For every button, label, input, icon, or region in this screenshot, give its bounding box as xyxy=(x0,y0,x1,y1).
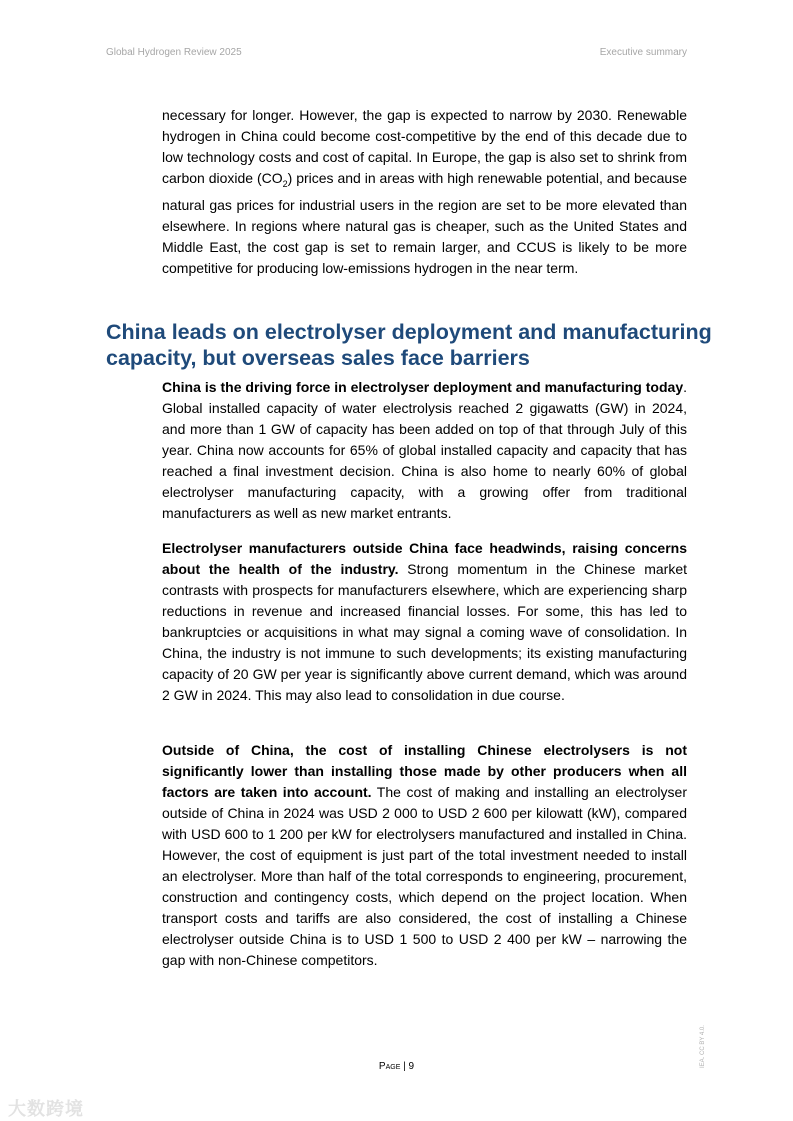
paragraph-installation-cost xyxy=(162,740,687,971)
section-heading: China leads on electrolyser deployment and manufacturing capacity, but overseas sales face barriers xyxy=(106,320,712,370)
paragraph-lead: China is the driving force in electrolyser deployment and manufacturing today xyxy=(162,379,684,395)
header-section-name: Executive summary xyxy=(599,47,687,58)
paragraph-lead: Electrolyser manufacturers outside China face headwinds, raising concerns about the health of the industry. xyxy=(162,540,687,577)
page-number: 9 xyxy=(408,1061,415,1072)
paragraph-lead: Outside of China, the cost of installing Chinese electrolysers is not significantly lower than installing those made by other producers when all factors are taken into account. xyxy=(162,742,687,800)
page-label: Page xyxy=(378,1061,401,1072)
header-report-title: Global Hydrogen Review 2025 xyxy=(106,47,242,58)
paragraph-text: Strong momentum in the Chinese market contrasts with prospects for manufacturers elsewhere, which are experiencing sharp reductions in revenue and increased financial losses. For some, this has led to bankruptcies or acquisitions in what may signal a coming wave of consolidation. In China, the industry is not immune to such developments; its existing manufacturing capacity of 20 GW per year is significantly above current demand, which was around 2 GW in 2024. This may also lead to consolidation in due course. xyxy=(162,561,687,703)
paragraph-text: necessary for longer. However, the gap is expected to narrow by 2030. Renewable hydrogen in China could become cost-competitive by the end of this decade due to low technology costs and cost of capital. In Europe, the gap is also set to shrink from carbon dioxide (CO xyxy=(162,107,687,186)
paragraph-text: The cost of making and installing an electrolyser outside of China in 2024 was USD 2 000 to USD 2 600 per kilowatt (kW), compared with USD 600 to 1 200 per kW for electrolysers manufactured and installed in China. However, the cost of equipment is just part of the total investment needed to install an electrolyser. More than half of the total corresponds to engineering, procurement, construction and contingency costs, which depend on the project location. When transport costs and tariffs are also considered, the cost of installing a Chinese electrolyser outside China is to USD 1 500 to USD 2 400 per kW – narrowing the gap with non-Chinese competitors. xyxy=(162,784,687,968)
license-notice: IEA. CC BY 4.0. xyxy=(700,1025,706,1068)
paragraph-cost-gap xyxy=(162,105,687,279)
paragraph-manufacturers-headwinds xyxy=(162,538,687,706)
page-footer xyxy=(0,1061,793,1072)
watermark-logo: 大数跨境 xyxy=(8,1099,84,1119)
paragraph-text: ) prices and in areas with high renewable potential, and because natural gas prices for industrial users in the region are set to be more elevated than elsewhere. In regions where natural gas is cheaper, such as the United States and Middle East, the cost gap is set to remain larger, and CCUS is likely to be more competitive for producing low-emissions hydrogen in the near term. xyxy=(162,170,687,276)
paragraph-china-driving-force xyxy=(162,377,687,524)
page-separator: | xyxy=(400,1061,409,1072)
paragraph-text: . Global installed capacity of water electrolysis reached 2 gigawatts (GW) in 2024, and more than 1 GW of capacity has been added on top of that through July of this year. China now accounts for 65% of global installed capacity and capacity that has reached a final investment decision. China is also home to nearly 60% of global electrolyser manufacturing capacity, with a growing offer from traditional manufacturers as well as new market entrants. xyxy=(162,379,687,521)
co2-subscript: 2 xyxy=(282,178,288,189)
